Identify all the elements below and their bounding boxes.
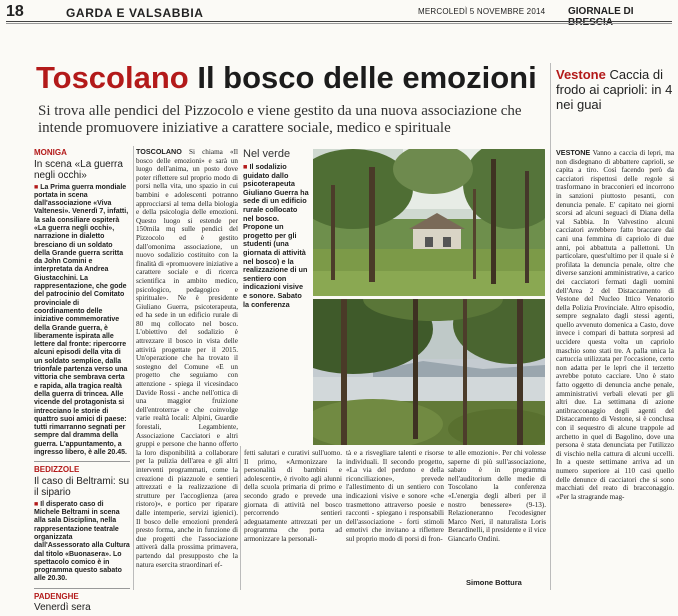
header-rule <box>6 21 672 22</box>
brief-divider <box>34 588 130 589</box>
lake-view-photo <box>313 299 545 445</box>
author-byline: Simone Bottura <box>466 578 522 587</box>
article-column-2: fetti salutari e curativi sull'uomo. Il primo, «Armonizzare la personalità di bambini e adolescenti», è rivolto agli alunni della scuola primaria di primo e secondo grado e prevede una giornata di attività nel bosco percorrendo sentieri adeguatamente attrezzati per un programma che porta ad armonizzare la personali- <box>244 449 342 543</box>
brief-padenghe <box>34 593 130 614</box>
subheadline: Si trova alle pendici del Pizzocolo e viene gestito da una nuova associazione che intende promuovere iniziative a carattere sociale, medico e spirituale <box>38 103 522 136</box>
right-headline-text: Caccia di frodo ai caprioli: in 4 nei guai <box>556 67 673 112</box>
right-headline-place: Vestone <box>556 67 606 82</box>
section-title: GARDA E VALSABBIA <box>66 6 204 20</box>
right-article-text: Vanno a caccia di lepri, ma non disdegnano di abbattere caprioli, se capita a tiro. Così facendo però da cacciatori rispettosi delle regole si trasformano in bracconieri ed incorrono in sanzioni piuttosto pesanti, con denuncia penale. E' capitato nei giorni scorsi ad alcuni seguaci di Diana della val Sabbia. In Valvestino alcuni cacciatori avrebbero fatto braccare dai cani una femmina di capriolo di due anni, poi abbattuta a pallettoni. Un particolare, quest'ultimo per il quale si è profilata la denuncia penale, oltre che diverse sanzioni amministrative, a carico dei cacciatori fermati dagli uomini dell'Area 2 del Distaccamento di Vestone del Nucleo Ittico Venatorio della Polizia Provinciale. Altro episodio, sempre segnalato dagli stessi agenti, quello avvenuto domenica a Casto, dove invece i compari di battuta sorpresi ad uccidere questa volta un capriolo maschio sono stati tre. A palla unica la cartuccia utilizzata per l'occasione, certo non adatta per le lepri che il terzetto avrebbe potuto cacciare. Uno è stato fatto oggetto di denuncia anche penale, amministrativi verbali elevati per gli altri due. La settimana di azione antibracconaggio degli agenti del Distaccamento di Vestone, si è conclusa con il sequestro di alcune trappole ad archetto in quel di Bagolino, dove una persona è stata denunciata per l'utilizzo di vischio nella cattura di alcuni uccelli. In a queste settimane arriva ad un numero superiore ai 110 casi quello delle denunce di cacciatori che si sono macchiati del reato di bracconaggio. «Per la stragrande mag- <box>556 149 674 501</box>
brief-headline: Venerdì sera <box>34 602 91 614</box>
headline <box>36 60 537 96</box>
article-text: Si chiama «Il bosco delle emozioni» e sarà un luogo dell'anima, un posto dove poter riflettere sul proprio modo di porsi nella vita, uno spazio in cui bambini e adolescenti potranno approcciarsi al tema della biologia e della psicologia delle emozioni. Questo luogo si estende per 150mila mq sulle pendici del Pizzocolo ed è gestito dall'omonima associazione, un nuovo sodalizio costituito con la finalità di «promuovere iniziative a carattere sociale e di ricerca scientifica in ambito medico, psicologico, pedagogico e spirituale». Ne è presidente Giuliano Guerra, psicoterapeuta, ed ha sede in un edificio rurale di 80 mq collocato nel bosco. L'obiettivo del sodalizio è attrezzare il bosco in vista delle attività progettate per il 2015. Un'operazione che ha trovato il sostegno del Comune «E un progetto che seguiamo con attenzione - spiega il vicesindaco Davide Rossi - anche nell'ottica di una maggior fruizione dell'entroterra» e che coinvolge varie realtà locali: Alpini, Guardie forestali, Legambiente, Associazione Cacciatori e altri gruppi e persone che hanno offerto la loro disponibilità a collaborare per la pulizia dell'area e gli altri interventi programmati, come la creazione di piazzuole e sentieri attrezzati e la realizzazione di strutture per l'accoglienza (area ristoro)», e portico per riparare dalle intemperie, servizi igienici). Il bosco delle emozioni prenderà presto forma, anche in funzione di due progetti che l'associazione attiverà dalla prossima primavera, partendo dal presupposto che la natura esercita straordinari ef- <box>136 148 238 569</box>
bullet-square-icon: ■ <box>34 183 39 191</box>
issue-date: MERCOLEDÌ 5 NOVEMBRE 2014 <box>418 7 546 16</box>
column-divider <box>550 63 551 590</box>
right-article-body <box>556 149 674 590</box>
bullet-square-icon: ■ <box>34 500 39 508</box>
article-column-1 <box>136 148 238 584</box>
brief-headline: Il caso di Beltrami: su il sipario <box>34 475 130 498</box>
brief-headline: In scena «La guerra negli occhi» <box>34 158 123 181</box>
brief-divider <box>34 461 130 462</box>
header-rule-thin <box>6 23 672 24</box>
brief-moniga <box>34 149 130 457</box>
bullet-square-icon: ■ <box>243 162 248 171</box>
brief-bedizzole <box>34 466 130 583</box>
news-sidebar <box>34 149 130 616</box>
newspaper-name: GIORNALE DI <box>568 6 634 17</box>
brief-place: PADENGHE <box>34 591 79 601</box>
right-headline <box>556 67 674 112</box>
brief-text: La Prima guerra mondiale portata in scena dall'associazione «Viva Valtenesi». Venerdì 7, infatti, la sala consiliare ospiterà «La guerra negli occhi», narrazione in dialetto bresciano di un soldato della Grande guerra scritta da John Comini e interpretata da Andrea Giustacchini. La rappresentazione, che gode del patrocinio del Comitato provinciale di coordinamento delle iniziative commemorative della Grande guerra, è liberamente ispirata alle lettere dal fronte: ripercorre alcuni episodi della vita di un soldato semplice, dalla trionfale partenza verso una vittoria che sembrava certa e rapida, alla tragica realtà della guerra di trincea. Alle vicende del protagonista si intrecciano le storie di quattro suoi amici di paese: tutti rimarranno segnati per sempre dal dramma della guerra. L'appuntamento, a ingresso libero, è alle 20.45. <box>34 183 129 456</box>
headline-text: Il bosco delle emozioni <box>197 60 537 95</box>
column-divider <box>240 446 241 590</box>
article-column-3: tà e a risvegliare talenti e risorse individuali. Il secondo progetto, «La via del perdono e della riconciliazione», prevede l'allestimento di un sentiero con indicazioni visive e sonore «che trasmettono attraverso poesie e racconti - spiegano i responsabili dell'associazione - forti stimoli emotivi che invitano a riflettere sul proprio modo di porsi di fron- <box>346 449 444 543</box>
column-divider <box>133 146 134 590</box>
headline-place: Toscolano <box>36 60 189 95</box>
article-dateline: TOSCOLANO <box>136 148 182 156</box>
brief-text: Il disperato caso di Michele Beltrami in scena alla sala Disciplina, nella rappresentazione teatrale organizzata dall'Assessorato alla Cultura dal titolo «Buonasera». Lo spettacolo comico è in programma questo sabato alle 20.30. <box>34 500 130 583</box>
box-text: Il sodalizio guidato dallo psicoterapeuta Giuliano Guerra ha sede di un edificio rurale collocato nel bosco. Propone un progetto per gli studenti (una giornata di attività nel bosco) e la realizzazione di un sentiero con indicazioni visive e sonore. Sabato la conferenza <box>243 162 309 309</box>
forest-building-photo <box>313 149 545 296</box>
brief-place: MONIGA <box>34 148 67 157</box>
brief-body <box>34 501 130 584</box>
right-article-dateline: VESTONE <box>556 149 591 157</box>
page-number: 18 <box>6 3 24 20</box>
brief-body <box>34 184 130 458</box>
article-column-4: te alle emozioni». Per chi volesse saperne di più sull'associazione, sabato è in programma nell'auditorium delle medie di Toscolano la conferenza «L'energia degli alberi per il nostro benessere» (9-13). Relazioneranno l'ecodesigner Marco Neri, il naturalista Loris Berardinelli, il presidente e il vice Giancarlo Ondini. <box>448 449 546 543</box>
brief-place: BEDIZZOLE <box>34 465 80 475</box>
box-body <box>243 163 309 309</box>
box-headline: Nel verde <box>243 148 291 160</box>
